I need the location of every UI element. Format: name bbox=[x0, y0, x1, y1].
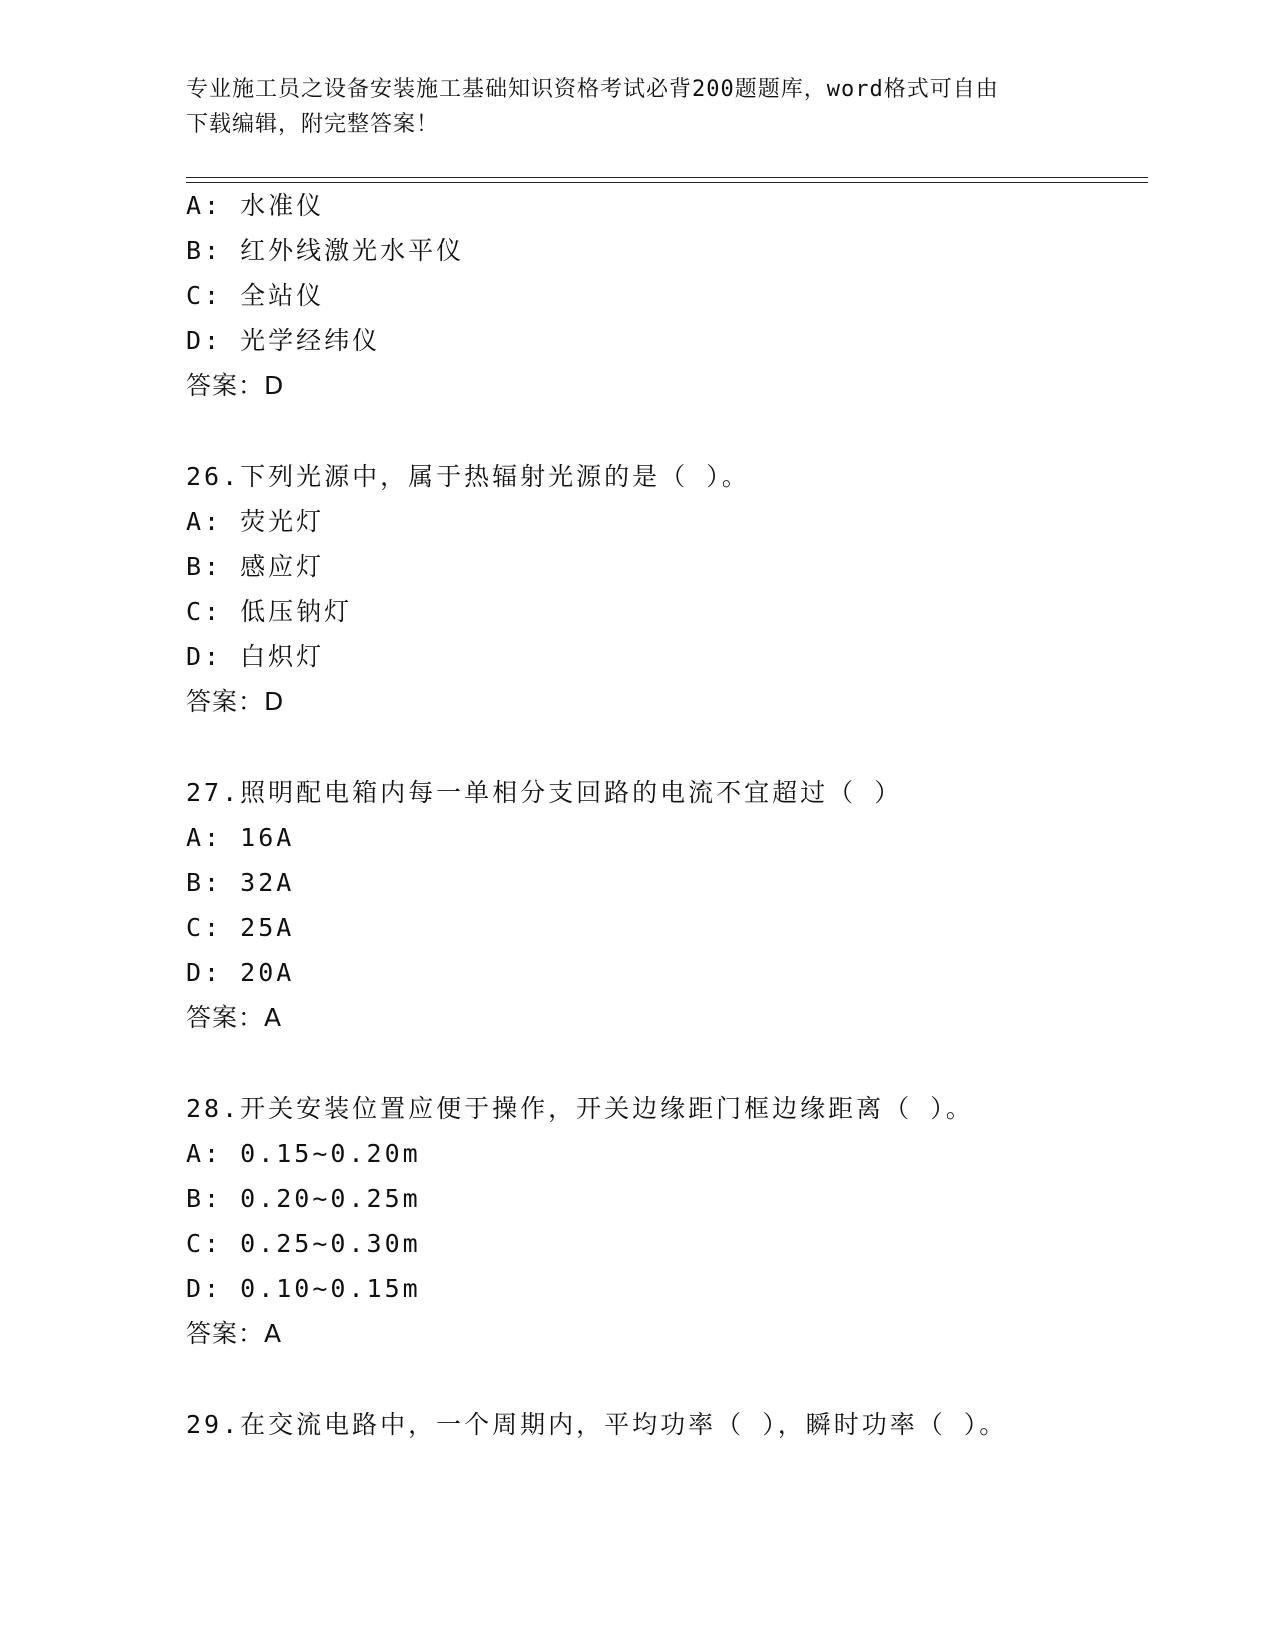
q27-option-d: D: 20A bbox=[186, 958, 295, 987]
q27-option-b: B: 32A bbox=[186, 868, 295, 897]
q28-question: 28.开关安装位置应便于操作，开关边缘距门框边缘距离（ ）。 bbox=[186, 1094, 974, 1123]
q26-answer: 答案：D bbox=[186, 687, 285, 716]
q26-question: 26.下列光源中，属于热辐射光源的是（ ）。 bbox=[186, 462, 750, 491]
q25-option-d: D: 光学经纬仪 bbox=[186, 326, 381, 355]
document-header bbox=[186, 72, 1066, 142]
q25-option-c: C: 全站仪 bbox=[186, 281, 325, 310]
header-title-line-2: 下载编辑，附完整答案！ bbox=[186, 112, 440, 137]
q28-answer: 答案：A bbox=[186, 1319, 283, 1348]
q25-option-b: B: 红外线激光水平仪 bbox=[186, 236, 465, 265]
header-title-line-1: 专业施工员之设备安装施工基础知识资格考试必背200题题库，word格式可自由 bbox=[186, 77, 999, 102]
q25-answer: 答案：D bbox=[186, 371, 285, 400]
q26-option-a: A: 荧光灯 bbox=[186, 507, 325, 536]
header-rule-top bbox=[186, 177, 1148, 178]
q26-option-b: B: 感应灯 bbox=[186, 552, 325, 581]
q27-question: 27.照明配电箱内每一单相分支回路的电流不宜超过（ ） bbox=[186, 778, 903, 807]
q27-answer: 答案：A bbox=[186, 1003, 283, 1032]
header-rule-bottom bbox=[186, 182, 1148, 183]
q26-option-c: C: 低压钠灯 bbox=[186, 597, 353, 626]
q27-option-c: C: 25A bbox=[186, 913, 295, 942]
q29-question: 29.在交流电路中，一个周期内，平均功率（ ），瞬时功率（ ）。 bbox=[186, 1410, 1008, 1439]
q28-option-c: C: 0.25~0.30m bbox=[186, 1229, 421, 1258]
q26-option-d: D: 白炽灯 bbox=[186, 642, 325, 671]
q28-option-b: B: 0.20~0.25m bbox=[186, 1184, 421, 1213]
q25-option-a: A: 水准仪 bbox=[186, 191, 325, 220]
q28-option-d: D: 0.10~0.15m bbox=[186, 1274, 421, 1303]
q28-option-a: A: 0.15~0.20m bbox=[186, 1139, 421, 1168]
q27-option-a: A: 16A bbox=[186, 823, 295, 852]
